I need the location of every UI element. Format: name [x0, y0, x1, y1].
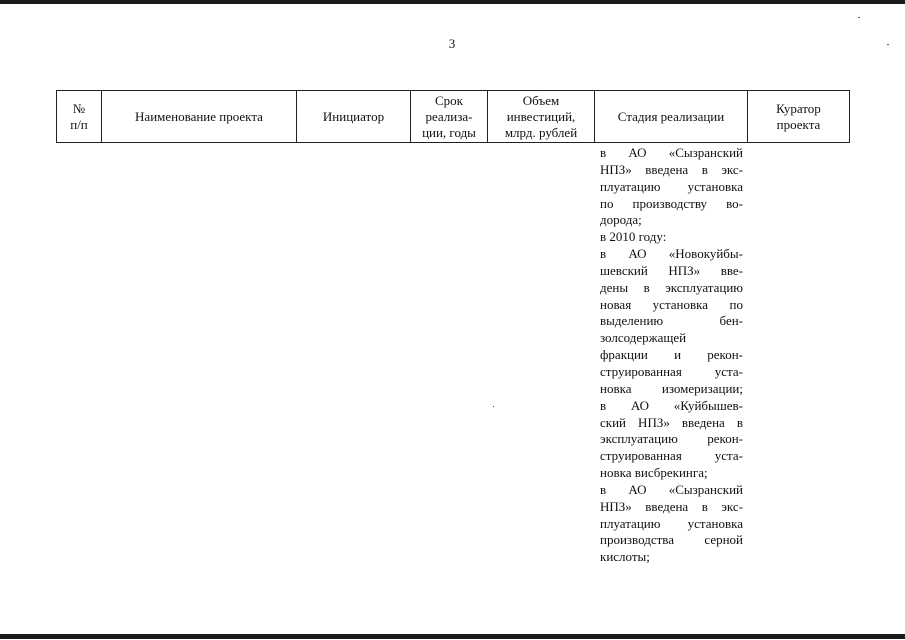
header-cell-line: реализа-	[425, 108, 473, 124]
stage-text-line: эксплуатацию рекон-	[600, 431, 743, 447]
scan-bottom-border	[0, 634, 905, 639]
header-cell-investment	[488, 91, 595, 143]
header-cell-line: ции, годы	[422, 124, 476, 140]
header-cell-initiator	[297, 91, 411, 143]
header-cell-num	[57, 91, 102, 143]
header-cell-line: млрд. рублей	[504, 124, 578, 140]
stage-text-line: НПЗ» введена в экс-	[600, 161, 743, 177]
page-number: 3	[448, 36, 456, 51]
header-cell-stage	[595, 91, 748, 143]
stage-text-line: кислоты;	[600, 549, 650, 565]
stage-text-line: выделению бен-	[600, 313, 743, 329]
header-cell-line: Срок	[435, 92, 463, 108]
stage-text-line: производства серной	[600, 532, 743, 548]
stage-text-line: новка висбрекинга;	[600, 465, 708, 481]
stage-text-line: золсодержащей	[600, 330, 687, 346]
stage-text-line: по производству во-	[600, 195, 743, 211]
stage-text-line: в АО «Сызранский	[600, 145, 743, 160]
stage-text-line: в АО «Новокуйбы-	[600, 246, 743, 262]
header-cell-curator	[748, 91, 850, 143]
stage-text-line: в 2010 году:	[600, 229, 667, 245]
scan-speck	[858, 17, 860, 18]
header-cell-line: Стадия реализации	[617, 108, 725, 124]
header-cell-line: п/п	[70, 116, 88, 132]
header-cell-name	[102, 91, 297, 143]
stage-text-line: новка изомеризации;	[600, 380, 743, 396]
stage-text-line: ский НПЗ» введена в	[600, 414, 743, 430]
header-cell-term	[411, 91, 488, 143]
scan-top-border	[0, 0, 905, 4]
table-header-row	[57, 91, 850, 143]
stage-implementation-text	[600, 145, 743, 566]
projects-table-header	[56, 90, 850, 143]
stage-text-line: струированная уста-	[600, 363, 743, 379]
header-cell-line: Наименование проекта	[135, 108, 263, 124]
stage-text-line: новая установка по	[600, 296, 743, 312]
stage-text-line: в АО «Куйбышев-	[600, 397, 743, 413]
header-cell-line: Объем	[522, 92, 560, 108]
stage-text-line: плуатацию установка	[600, 515, 743, 531]
header-cell-line: проекта	[776, 116, 821, 132]
scan-speck	[493, 406, 494, 407]
scan-speck	[887, 44, 889, 45]
header-cell-line: №	[72, 100, 86, 116]
stage-text-line: струированная уста-	[600, 448, 743, 464]
header-cell-line: Инициатор	[322, 108, 385, 124]
stage-text-line: дорода;	[600, 212, 642, 228]
header-cell-line: Куратор	[776, 100, 821, 116]
stage-text-line: в АО «Сызранский	[600, 481, 743, 497]
stage-text-line: НПЗ» введена в экс-	[600, 498, 743, 514]
header-cell-line: инвестиций,	[506, 108, 576, 124]
stage-text-line: фракции и рекон-	[600, 347, 743, 363]
stage-text-line: дены в эксплуатацию	[600, 279, 743, 295]
stage-text-line: плуатацию установка	[600, 178, 743, 194]
stage-text-line: шевский НПЗ» вве-	[600, 262, 743, 278]
